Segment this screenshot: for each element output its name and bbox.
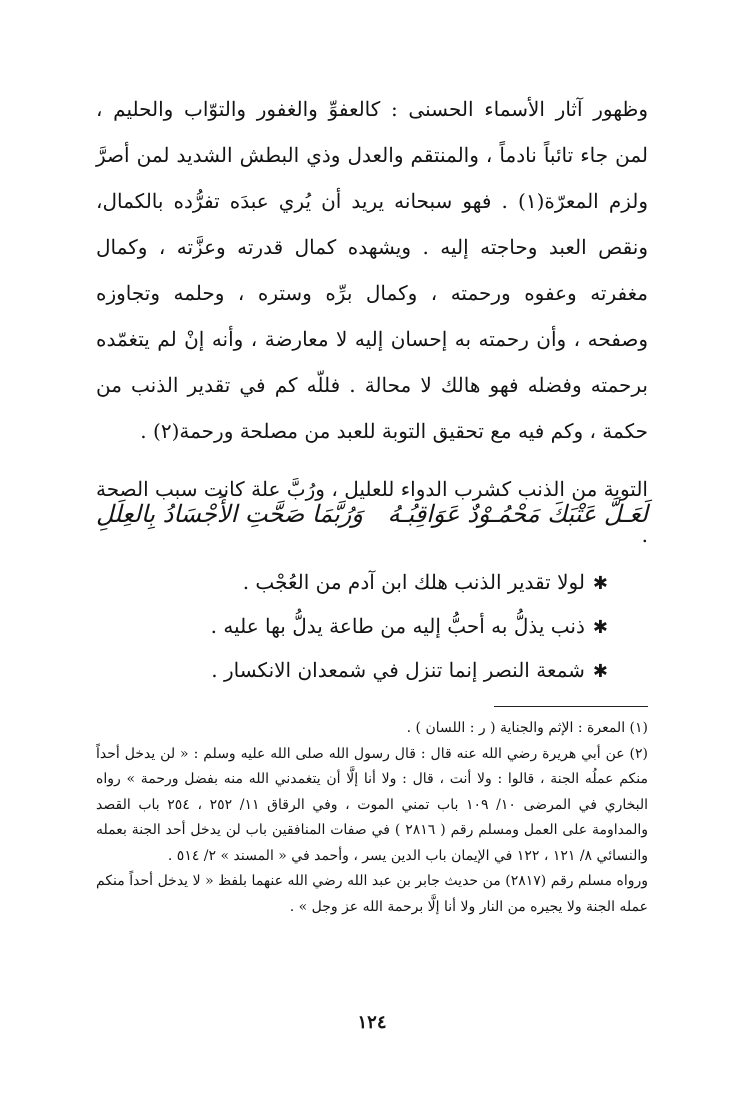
list-item-text: ذنب يذلُّ به أحبُّ إليه من طاعة يدلُّ بها عليه . [210, 614, 585, 638]
verse-second-hemistich: وَرُبَّمَا صَحَّتِ الأَجْسَادُ بِالعِلَلِ [96, 500, 363, 528]
paragraph: وظهور آثار الأسماء الحسنى : كالعفوِّ والغفور والتوّاب والحليم ، لمن جاء تائباً نادماً ، والمنتقم والعدل وذي البطش الشديد لمن أصرَّ ولزم المعرّة(١) . فهو سبحانه يريد أن يُري عبدَه تفرُّده بالكمال، ونقص العبد وحاجته إليه . ويشهده كمال قدرته وعزَّته ، وكمال مغفرته وعفوه ورحمته ، وكمال برِّه وستره ، وحلمه وتجاوزه وصفحه ، وأن رحمته به إحسان إليه لا معارضة ، وأنه إنْ لم يتغمّده برحمته وفضله فهو هالك لا محالة . فللّه كم في تقدير الذنب من حكمة ، وكم فيه مع تحقيق التوبة للعبد من مصلحة ورحمة(٢) . [96, 97, 649, 443]
list-item [96, 648, 608, 692]
list-item [96, 604, 608, 648]
asterisk-icon: ✱ [592, 661, 608, 682]
paragraph: التوبة من الذنب كشرب الدواء للعليل ، ورُبَّ علة كانت سبب الصحة . [96, 477, 648, 547]
verse-first-hemistich: لَعَـلَّ عَتْبَكَ مَحْمُـوْدٌ عَوَاقِبُـهُ [387, 500, 648, 528]
footnotes [96, 716, 648, 920]
list-item-text: لولا تقدير الذنب هلك ابن آدم من العُجْب . [242, 570, 585, 594]
list-item-text: شمعة النصر إنما تنزل في شمعدان الانكسار . [211, 658, 585, 682]
asterisk-icon: ✱ [592, 573, 608, 594]
footnote-divider [494, 706, 648, 707]
page-number: ١٢٤ [357, 1012, 387, 1033]
footnote: (٢) عن أبي هريرة رضي الله عنه قال : قال رسول الله صلى الله عليه وسلم : « لن يدخل أحداً منكم عملُه الجنة ، قالوا : ولا أنت ، قال : ولا أنا إلَّا أن يتغمدني الله منه بفضل ورحمة » رواه البخاري في المرضى ١٠/ ١٠٩ باب تمني الموت ، وفي الرقاق ١١/ ٢٥٢ ، ٢٥٤ باب القصد والمداومة على العمل ومسلم رقم ( ٢٨١٦ ) في صفات المنافقين باب لن يدخل أحد الجنة بعمله والنسائي ٨/ ١٢١ ، ١٢٢ في الإيمان باب الدين يسر ، وأحمد في « المسند » ٢/ ٥١٤ . [96, 745, 649, 864]
footnote: (١) المعرة : الإثم والجناية ( ر : اللسان ) . [406, 720, 648, 736]
list-item [96, 560, 608, 604]
main-text [96, 86, 648, 558]
asterisk-icon: ✱ [592, 617, 608, 638]
footnote: ورواه مسلم رقم (٢٨١٧) من حديث جابر بن عبد الله رضي الله عنهما بلفظ « لا يدخل أحداً منكم عمله الجنة ولا يجيره من النار ولا أنا إلَّا برحمة الله عز وجل » . [96, 873, 648, 915]
poetry-verse [96, 500, 648, 528]
maxims-list [96, 560, 608, 692]
